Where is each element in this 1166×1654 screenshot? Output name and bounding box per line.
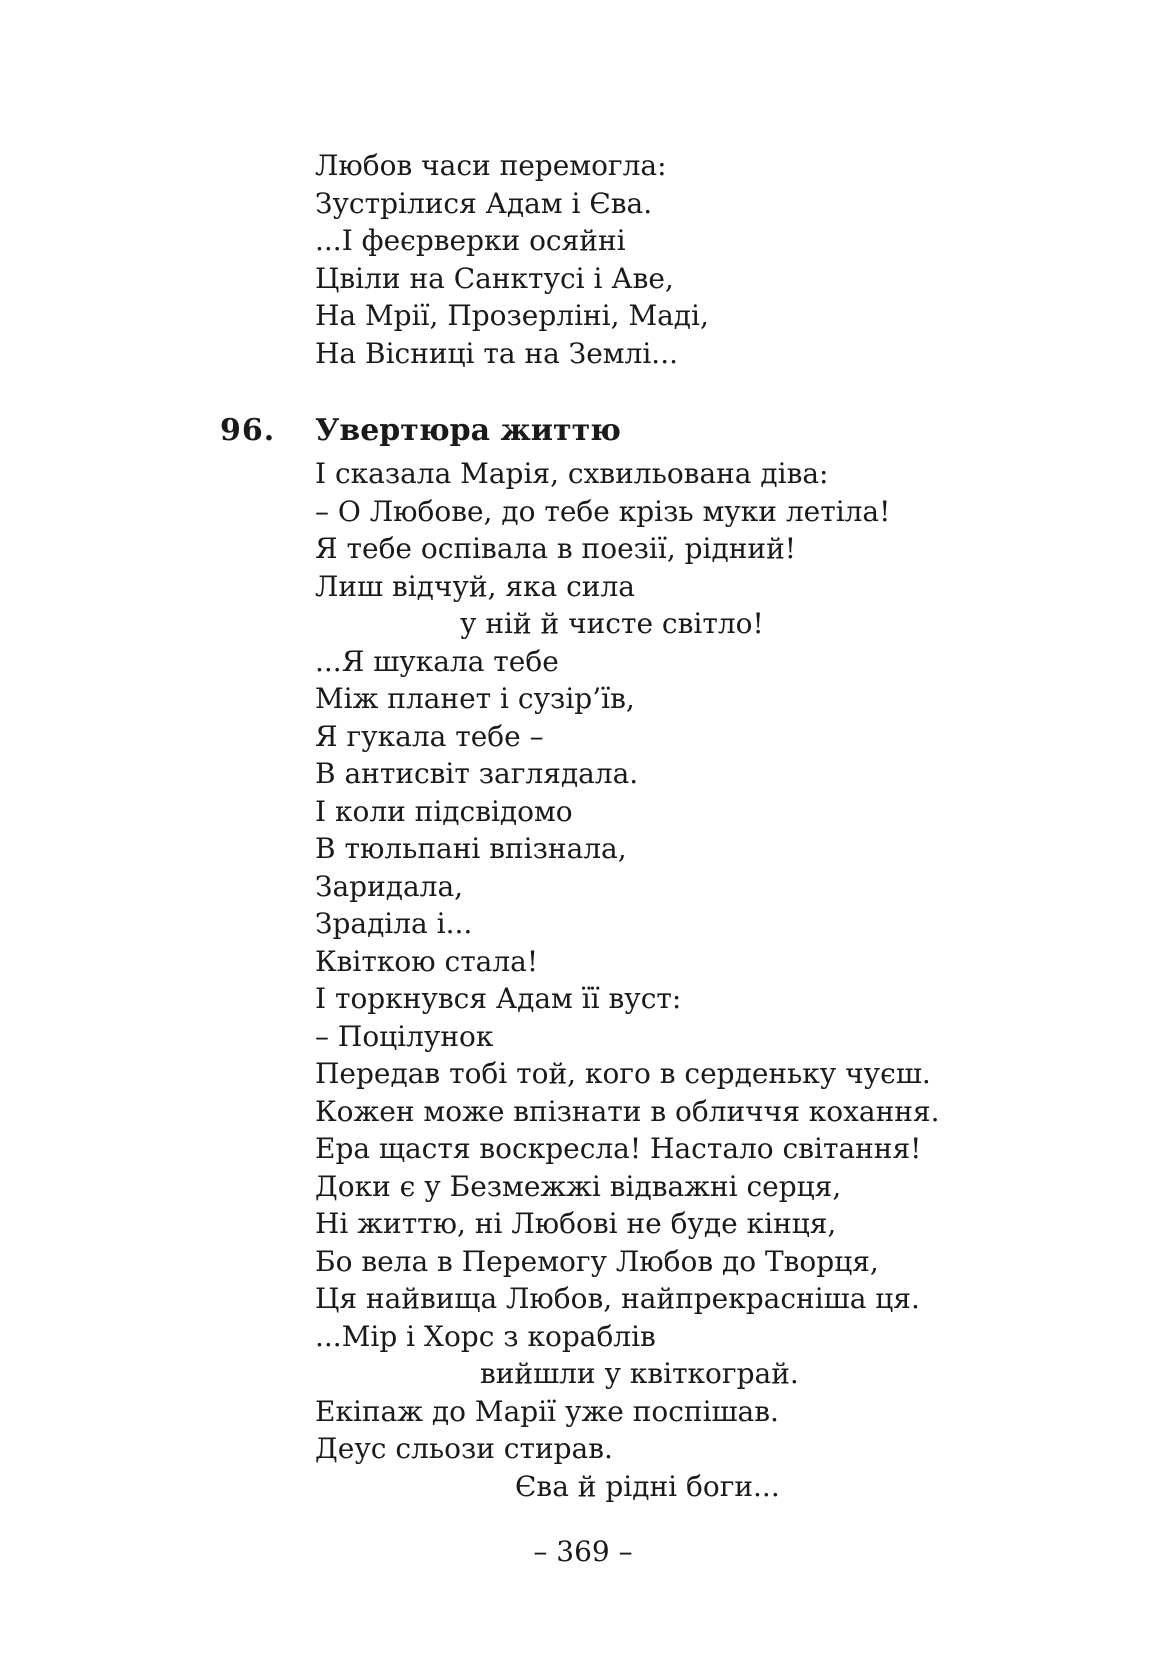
- poem-number: 96.: [220, 412, 276, 448]
- poem-heading: [220, 408, 1020, 452]
- verse-line: Передав тобі той, кого в серденьку чуєш.: [315, 1057, 931, 1090]
- verse-line: вийшли у квіткограй.: [480, 1357, 799, 1390]
- verse-line: В антисвіт заглядала.: [315, 757, 639, 790]
- verse-line: Деус сльози стирав.: [315, 1432, 613, 1465]
- verse-line: Єва й рідні боги...: [515, 1469, 780, 1503]
- verse-line: Ні життю, ні Любові не буде кінця,: [315, 1207, 837, 1240]
- verse-line: На Мрії, Прозерліні, Маді,: [315, 299, 709, 332]
- verse-line: Заридала,: [315, 869, 464, 903]
- verse-line: у ній й чисте світло!: [460, 607, 764, 640]
- verse-line: Любов часи перемогла:: [315, 149, 667, 182]
- verse-line: Між планет і сузір’їв,: [315, 682, 635, 715]
- page-number: – 369 –: [533, 1535, 633, 1568]
- verse-line: Зраділа і...: [315, 907, 473, 940]
- verse-line: Лиш відчуй, яка сила: [315, 569, 635, 603]
- verse-line: Бо вела в Перемогу Любов до Творця,: [315, 1244, 879, 1278]
- verse-line: Я тебе оспівала в поезії, рідний!: [315, 532, 796, 565]
- verse-line: В тюльпані впізнала,: [315, 832, 627, 865]
- verse-line: Доки є у Безмежжі відважні серця,: [315, 1169, 842, 1203]
- verse-line: Екіпаж до Марії уже поспішав.: [315, 1394, 779, 1428]
- verse-line: І коли підсвідомо: [315, 794, 573, 828]
- verse-line: Я гукала тебе –: [315, 719, 544, 753]
- verse-line: І сказала Марія, схвильована діва:: [315, 457, 829, 490]
- verse-line: Ера щастя воскресла! Настало світання!: [315, 1132, 922, 1165]
- verse-line: Цвіли на Санктусі і Аве,: [315, 261, 674, 295]
- poem-body: [315, 455, 1115, 1505]
- verse-line: Кожен може впізнати в обличчя кохання.: [315, 1094, 940, 1128]
- verse-line: І торкнувся Адам її вуст:: [315, 982, 682, 1015]
- verse-line: На Вісниці та на Землі...: [315, 336, 678, 370]
- poem-title: Увертюра життю: [315, 412, 621, 448]
- verse-line: Ця найвища Любов, найпрекрасніша ця.: [315, 1282, 920, 1315]
- previous-stanza: [315, 147, 1075, 372]
- verse-line: ...Я шукала тебе: [315, 644, 559, 678]
- verse-line: Зустрілися Адам і Єва.: [315, 186, 653, 220]
- verse-line: Квіткою стала!: [315, 944, 539, 978]
- verse-line: – О Любове, до тебе крізь муки летіла!: [315, 494, 891, 528]
- verse-line: ...І феєрверки осяйні: [315, 224, 626, 257]
- verse-line: – Поцілунок: [315, 1019, 494, 1053]
- verse-line: ...Мір і Хорс з кораблів: [315, 1319, 656, 1353]
